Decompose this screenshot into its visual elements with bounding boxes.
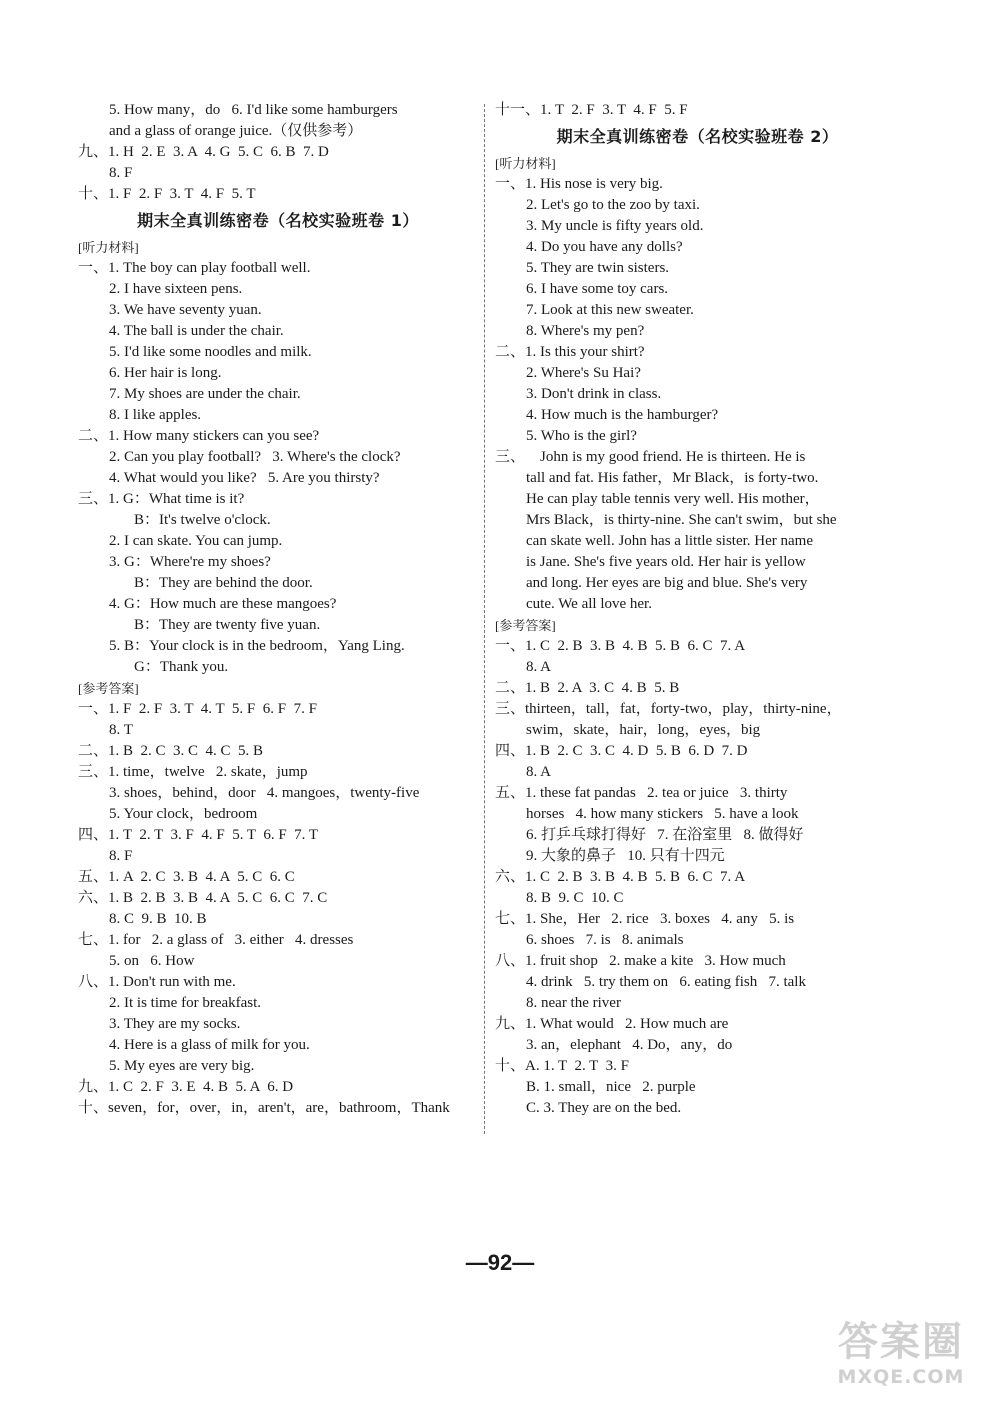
answer-line: 5. Your clock，bedroom — [109, 806, 258, 822]
section-label: [参考答案] — [78, 681, 139, 696]
answer-line: 一、1. F 2. F 3. T 4. T 5. F 6. F 7. F — [78, 701, 317, 717]
answer-line: 8. F — [109, 165, 133, 181]
answer-line: 三、 John is my good friend. He is thirteen. He is — [495, 449, 806, 465]
answer-line: Mrs Black，is thirty-nine. She can't swim，but she — [526, 512, 837, 528]
answer-line: B：It's twelve o'clock. — [134, 512, 271, 528]
section-title: 期末全真训练密卷（名校实验班卷 1） — [137, 211, 419, 230]
answer-line: 6. 打乒乓球打得好 7. 在浴室里 8. 做得好 — [526, 827, 804, 843]
answer-line: can skate well. John has a little sister. Her name — [526, 533, 813, 549]
answer-line: 5. How many，do 6. I'd like some hamburgers — [109, 102, 398, 118]
answer-line: 3. Don't drink in class. — [526, 386, 662, 402]
answer-line: 4. Here is a glass of milk for you. — [109, 1037, 310, 1053]
answer-line: 八、1. Don't run with me. — [78, 974, 236, 990]
answer-line: 一、1. His nose is very big. — [495, 176, 663, 192]
answer-line: 九、1. H 2. E 3. A 4. G 5. C 6. B 7. D — [78, 144, 329, 160]
answer-line: 二、1. Is this your shirt? — [495, 344, 645, 360]
answer-line: cute. We all love her. — [526, 596, 652, 612]
answer-line: 十、A. 1. T 2. T 3. F — [495, 1058, 629, 1074]
answer-line: 7. My shoes are under the chair. — [109, 386, 301, 402]
answer-line: 3. G：Where're my shoes? — [109, 554, 271, 570]
answer-line: 3. an，elephant 4. Do，any，do — [526, 1037, 733, 1053]
answer-line: 5. They are twin sisters. — [526, 260, 670, 276]
answer-line: 8. F — [109, 848, 133, 864]
answer-line: C. 3. They are on the bed. — [526, 1100, 682, 1116]
answer-line: 2. Where's Su Hai? — [526, 365, 641, 381]
answer-line: 一、1. C 2. B 3. B 4. B 5. B 6. C 7. A — [495, 638, 746, 654]
answer-line: G：Thank you. — [134, 659, 229, 675]
answer-line: 8. I like apples. — [109, 407, 202, 423]
answer-line: 5. B：Your clock is in the bedroom，Yang Ling. — [109, 638, 405, 654]
answer-line: 5. on 6. How — [109, 953, 195, 969]
answer-line: 6. shoes 7. is 8. animals — [526, 932, 684, 948]
section-label: [听力材料] — [78, 240, 139, 255]
answer-line: 二、1. B 2. C 3. C 4. C 5. B — [78, 743, 264, 759]
answer-line: 三、thirteen，tall，fat，forty-two，play，thirty-nine， — [495, 701, 842, 717]
answer-line: 4. What would you like? 5. Are you thirsty? — [109, 470, 380, 486]
answer-line: 十、1. F 2. F 3. T 4. F 5. T — [78, 186, 256, 202]
answer-line: 七、1. for 2. a glass of 3. either 4. dresses — [78, 932, 354, 948]
answer-line: 十一、1. T 2. F 3. T 4. F 5. F — [495, 102, 688, 118]
answer-line: 一、1. The boy can play football well. — [78, 260, 311, 276]
answer-line: 4. Do you have any dolls? — [526, 239, 683, 255]
answer-line: 七、1. She，Her 2. rice 3. boxes 4. any 5. is — [495, 911, 795, 927]
page-number: —92— — [465, 1250, 535, 1275]
answer-line: 4. drink 5. try them on 6. eating fish 7. talk — [526, 974, 806, 990]
answer-line: horses 4. how many stickers 5. have a look — [526, 806, 799, 822]
answer-line: 2. It is time for breakfast. — [109, 995, 262, 1011]
answer-line: 5. Who is the girl? — [526, 428, 637, 444]
answer-line: 6. I have some toy cars. — [526, 281, 669, 297]
answer-line: 六、1. C 2. B 3. B 4. B 5. B 6. C 7. A — [495, 869, 746, 885]
answer-line: 8. A — [526, 764, 552, 780]
answer-line: 九、1. C 2. F 3. E 4. B 5. A 6. D — [78, 1079, 294, 1095]
answer-line: 8. A — [526, 659, 552, 675]
answer-line: 十、seven，for，over，in，aren't，are，bathroom，Thank — [78, 1100, 450, 1116]
section-title: 期末全真训练密卷（名校实验班卷 2） — [556, 127, 839, 146]
section-label: [参考答案] — [495, 618, 556, 633]
answer-line: 二、1. B 2. A 3. C 4. B 5. B — [495, 680, 680, 696]
answer-line: 五、1. these fat pandas 2. tea or juice 3. thirty — [495, 785, 788, 801]
answer-line: 三、1. time，twelve 2. skate，jump — [78, 764, 308, 780]
answer-line: 六、1. B 2. B 3. B 4. A 5. C 6. C 7. C — [78, 890, 328, 906]
answer-line: 8. B 9. C 10. C — [526, 890, 624, 906]
answer-line: 4. G：How much are these mangoes? — [109, 596, 337, 612]
answer-line: 八、1. fruit shop 2. make a kite 3. How much — [495, 953, 786, 969]
answer-line: 8. Where's my pen? — [526, 323, 645, 339]
answer-line: swim，skate，hair，long，eyes，big — [526, 722, 761, 738]
answer-line: B：They are twenty five yuan. — [134, 617, 321, 633]
watermark-text: 答案圈 — [838, 1319, 964, 1365]
answer-line: 7. Look at this new sweater. — [526, 302, 694, 318]
answer-line: 8. T — [109, 722, 133, 738]
answer-line: 5. My eyes are very big. — [109, 1058, 255, 1074]
answer-line: 6. Her hair is long. — [109, 365, 222, 381]
section-label: [听力材料] — [495, 156, 556, 171]
answer-line: 9. 大象的鼻子 10. 只有十四元 — [526, 848, 725, 864]
answer-line: 4. How much is the hamburger? — [526, 407, 719, 423]
answer-line: 3. They are my socks. — [109, 1016, 241, 1032]
left-column — [78, 100, 478, 1119]
answer-line: 2. I have sixteen pens. — [109, 281, 243, 297]
answer-line: is Jane. She's five years old. Her hair is yellow — [526, 554, 806, 570]
answer-line: 5. I'd like some noodles and milk. — [109, 344, 312, 360]
answer-line: 九、1. What would 2. How much are — [495, 1016, 729, 1032]
answer-line: 五、1. A 2. C 3. B 4. A 5. C 6. C — [78, 869, 295, 885]
watermark-url: MXQE.COM — [837, 1366, 965, 1388]
watermark-logo — [816, 1318, 986, 1392]
answer-line: He can play table tennis very well. His mother， — [526, 491, 820, 507]
answer-line: and a glass of orange juice.（仅供参考） — [109, 123, 363, 139]
answer-line: B：They are behind the door. — [134, 575, 313, 591]
answer-line: 2. Can you play football? 3. Where's the clock? — [109, 449, 401, 465]
answer-line: 2. Let's go to the zoo by taxi. — [526, 197, 700, 213]
answer-line: 二、1. How many stickers can you see? — [78, 428, 320, 444]
answer-line: 3. shoes，behind，door 4. mangoes，twenty-five — [109, 785, 420, 801]
answer-line: 8. near the river — [526, 995, 621, 1011]
column-divider — [484, 104, 485, 1134]
answer-line: 三、1. G：What time is it? — [78, 491, 245, 507]
answer-line: 四、1. T 2. T 3. F 4. F 5. T 6. F 7. T — [78, 827, 319, 843]
answer-line: tall and fat. His father，Mr Black，is forty-two. — [526, 470, 819, 486]
answer-line: 8. C 9. B 10. B — [109, 911, 207, 927]
answer-line: and long. Her eyes are big and blue. She's very — [526, 575, 808, 591]
answer-line: 3. We have seventy yuan. — [109, 302, 262, 318]
answer-line: 四、1. B 2. C 3. C 4. D 5. B 6. D 7. D — [495, 743, 748, 759]
answer-line: 3. My uncle is fifty years old. — [526, 218, 704, 234]
answer-line: 4. The ball is under the chair. — [109, 323, 284, 339]
right-column — [495, 100, 900, 1119]
answer-line: 2. I can skate. You can jump. — [109, 533, 283, 549]
answer-line: B. 1. small，nice 2. purple — [526, 1079, 696, 1095]
